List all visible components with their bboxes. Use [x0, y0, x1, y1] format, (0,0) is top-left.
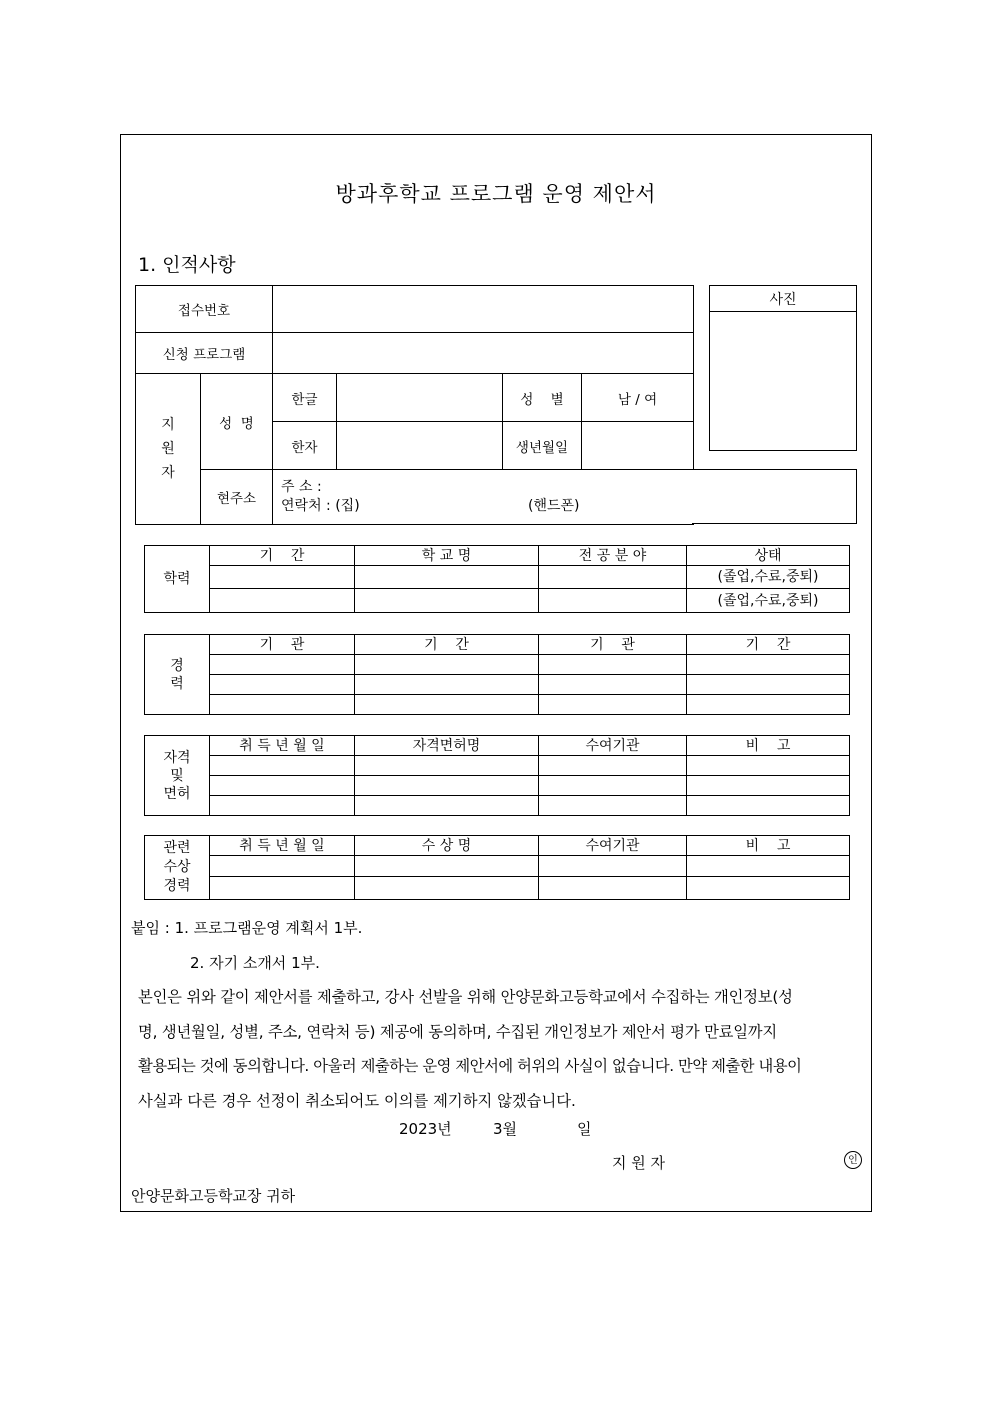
applicant-char: 원 — [161, 441, 175, 457]
table-cell[interactable] — [210, 856, 355, 877]
personal-info-table — [135, 285, 694, 525]
table-cell[interactable] — [687, 877, 850, 900]
table-cell[interactable] — [687, 695, 850, 715]
table-cell[interactable] — [355, 756, 539, 776]
table-cell[interactable] — [539, 566, 687, 589]
name-label: 성 명 — [201, 374, 273, 470]
education-table — [144, 545, 850, 613]
receipt-number-field[interactable] — [273, 286, 694, 333]
table-cell[interactable] — [539, 589, 687, 613]
col-header: 기 관 — [539, 635, 687, 655]
table-cell[interactable] — [539, 776, 687, 796]
table-cell[interactable] — [210, 589, 355, 613]
program-field[interactable] — [273, 333, 694, 374]
consent-paragraph — [138, 980, 860, 1118]
table-cell[interactable] — [210, 566, 355, 589]
license-char: 면허 — [163, 785, 191, 802]
consent-line: 본인은 위와 같이 제안서를 제출하고, 강사 선발을 위해 안양문화고등학교에서 수집하는 개인정보(성 — [138, 988, 793, 1006]
gender-field[interactable]: 남 / 여 — [582, 374, 694, 422]
table-cell[interactable] — [539, 796, 687, 816]
col-header: 수 상 명 — [355, 836, 539, 856]
hangul-label: 한글 — [273, 374, 337, 422]
col-header: 기 간 — [687, 635, 850, 655]
section-heading-personal: 1. 인적사항 — [138, 254, 236, 276]
col-header: 취 득 년 월 일 — [210, 736, 355, 756]
table-cell[interactable] — [210, 675, 355, 695]
birthdate-field[interactable] — [582, 422, 694, 470]
table-cell[interactable] — [355, 877, 539, 900]
photo-area[interactable] — [710, 312, 857, 451]
career-char: 력 — [170, 675, 184, 692]
col-header: 비 고 — [687, 836, 850, 856]
col-header: 전 공 분 야 — [539, 546, 687, 566]
license-char: 및 — [170, 767, 184, 784]
photo-label: 사진 — [710, 286, 857, 312]
education-label: 학력 — [145, 546, 210, 613]
date-month: 3월 — [493, 1120, 518, 1138]
col-header: 학 교 명 — [355, 546, 539, 566]
date-year: 2023년 — [399, 1120, 452, 1138]
col-header: 취 득 년 월 일 — [210, 836, 355, 856]
table-cell[interactable] — [355, 695, 539, 715]
date-day: 일 — [577, 1120, 592, 1138]
col-header: 기 간 — [210, 546, 355, 566]
table-cell[interactable] — [355, 856, 539, 877]
col-header: 상태 — [687, 546, 850, 566]
table-cell[interactable] — [210, 655, 355, 675]
table-cell[interactable] — [355, 566, 539, 589]
table-cell[interactable] — [539, 695, 687, 715]
table-cell[interactable] — [210, 796, 355, 816]
col-header: 수여기관 — [539, 736, 687, 756]
applicant-label — [136, 374, 201, 525]
applicant-char: 자 — [161, 465, 175, 481]
address-line: 주 소 : — [281, 479, 322, 495]
table-cell[interactable] — [355, 776, 539, 796]
table-cell[interactable] — [210, 756, 355, 776]
table-cell[interactable] — [539, 877, 687, 900]
col-header: 비 고 — [687, 736, 850, 756]
seal-icon[interactable]: 인 — [844, 1151, 862, 1169]
address-label: 현주소 — [201, 470, 273, 525]
awards-char: 경력 — [163, 878, 191, 894]
status-cell[interactable]: (졸업,수료,중퇴) — [687, 589, 850, 613]
table-cell[interactable] — [687, 655, 850, 675]
mobile-label: (핸드폰) — [528, 498, 580, 514]
receipt-number-label: 접수번호 — [136, 286, 273, 333]
col-header: 기 관 — [210, 635, 355, 655]
photo-box — [709, 285, 857, 451]
career-label — [145, 635, 210, 715]
recipient: 안양문화고등학교장 귀하 — [131, 1187, 296, 1205]
career-table — [144, 634, 850, 715]
table-cell[interactable] — [210, 877, 355, 900]
awards-table — [144, 835, 850, 900]
table-cell[interactable] — [687, 675, 850, 695]
birthdate-label: 생년월일 — [503, 422, 582, 470]
table-cell[interactable] — [355, 796, 539, 816]
license-label — [145, 736, 210, 816]
hanja-name-field[interactable] — [337, 422, 503, 470]
attachment-line-2: 2. 자기 소개서 1부. — [190, 954, 320, 972]
document-title: 방과후학교 프로그램 운영 제안서 — [335, 182, 657, 206]
hangul-name-field[interactable] — [337, 374, 503, 422]
table-cell[interactable] — [539, 756, 687, 776]
consent-line: 사실과 다른 경우 선정이 취소되어도 이의를 제기하지 않겠습니다. — [138, 1091, 576, 1110]
awards-char: 수상 — [163, 859, 191, 875]
col-header: 기 간 — [355, 635, 539, 655]
license-table — [144, 735, 850, 816]
awards-char: 관련 — [163, 840, 191, 856]
address-cell[interactable] — [273, 470, 694, 525]
table-cell[interactable] — [687, 796, 850, 816]
table-cell[interactable] — [355, 655, 539, 675]
table-cell[interactable] — [687, 756, 850, 776]
col-header: 수여기관 — [539, 836, 687, 856]
consent-line: 활용되는 것에 동의합니다. 아울러 제출하는 운영 제안서에 허위의 사실이 없습니다. 만약 제출한 내용이 — [138, 1057, 802, 1075]
table-cell[interactable] — [687, 776, 850, 796]
contact-line: 연락처 : (집) — [281, 498, 360, 514]
hanja-label: 한자 — [273, 422, 337, 470]
table-cell[interactable] — [687, 856, 850, 877]
gender-label: 성 별 — [503, 374, 582, 422]
license-char: 자격 — [163, 749, 191, 766]
table-cell[interactable] — [539, 856, 687, 877]
applicant-char: 지 — [161, 417, 175, 433]
col-header: 자격면허명 — [355, 736, 539, 756]
table-cell[interactable] — [355, 675, 539, 695]
consent-line: 명, 생년월일, 성별, 주소, 연락처 등) 제공에 동의하며, 수집된 개인정보가 제안서 평가 만료일까지 — [138, 1022, 777, 1041]
table-cell[interactable] — [355, 589, 539, 613]
program-label: 신청 프로그램 — [136, 333, 273, 374]
table-cell[interactable] — [210, 695, 355, 715]
table-cell[interactable] — [210, 776, 355, 796]
table-cell[interactable] — [539, 675, 687, 695]
awards-label — [145, 836, 210, 900]
address-row-extension — [692, 469, 857, 524]
attachment-line-1: 붙임 : 1. 프로그램운영 계획서 1부. — [131, 919, 363, 937]
signature-label: 지 원 자 — [612, 1154, 666, 1172]
status-cell[interactable]: (졸업,수료,중퇴) — [687, 566, 850, 589]
table-cell[interactable] — [539, 655, 687, 675]
career-char: 경 — [170, 657, 184, 674]
